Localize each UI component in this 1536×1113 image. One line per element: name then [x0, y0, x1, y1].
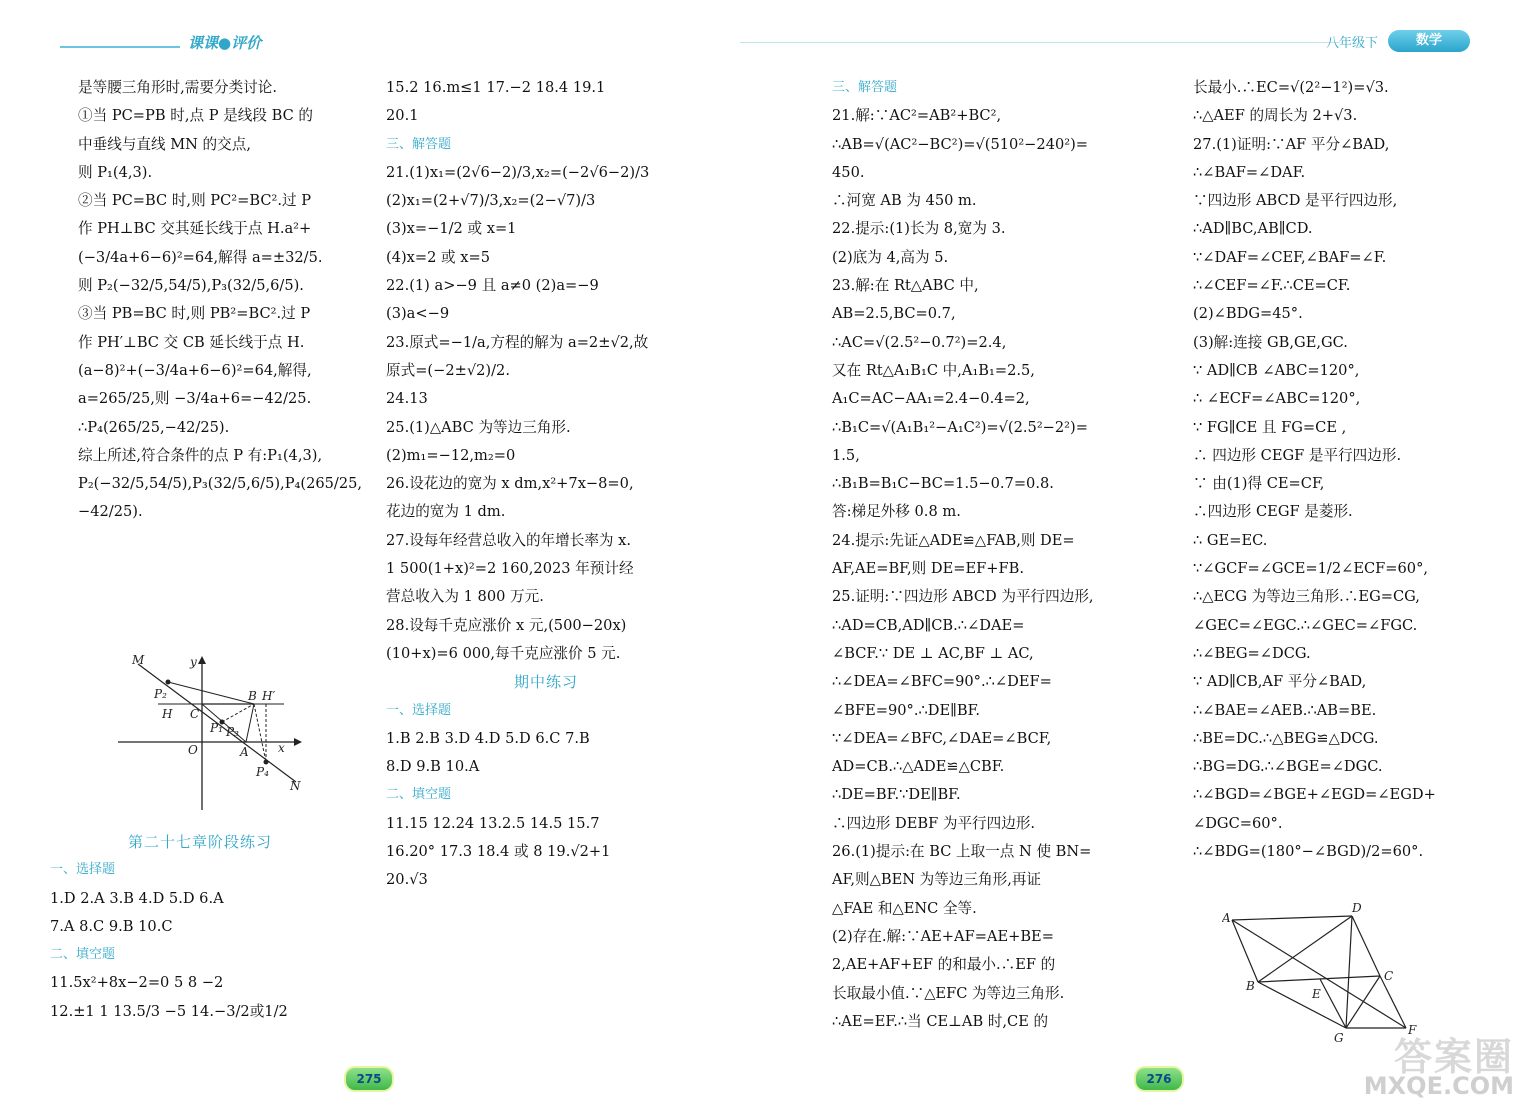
- answer-line: ∠BCF.∵ DE ⊥ AC,BF ⊥ AC,: [832, 644, 1034, 662]
- answer-line: ∴B₁C=√(A₁B₁²−A₁C²)=√(2.5²−2²)=: [832, 418, 1088, 436]
- answer-line: ∵∠GCF=∠GCE=1/2∠ECF=60°,: [1193, 560, 1429, 578]
- answer-line: ∴ 四边形 CEGF 是平行四边形.: [1193, 446, 1402, 464]
- label-x: x: [278, 741, 285, 755]
- answer-line: ∴河宽 AB 为 450 m.: [832, 192, 977, 210]
- point-p2: [166, 680, 171, 685]
- answer-line: 是等腰三角形时,需要分类讨论.: [78, 79, 277, 96]
- label-p2: P₂: [154, 687, 167, 701]
- answer-line: ∴∠BGD=∠BGE+∠EGD=∠EGD+: [1193, 786, 1436, 804]
- answer-line: 花边的宽为 1 dm.: [386, 503, 506, 521]
- label-a: A: [240, 745, 249, 759]
- answer-line: 25.证明:∵四边形 ABCD 为平行四边形,: [832, 588, 1094, 606]
- right-column-1: [832, 74, 1144, 1036]
- point-p4: [264, 760, 269, 765]
- answer-line: 26.(1)提示:在 BC 上取一点 N 使 BN=: [832, 843, 1092, 861]
- answer-line: 11.5x²+8x−2=0 5 8 −2: [50, 974, 224, 992]
- answer-line: ∠GEC=∠EGC.∴∠GEC=∠FGC.: [1193, 616, 1418, 634]
- answer-line: AF,则△BEN 为等边三角形,再证: [832, 871, 1042, 889]
- section-heading: 二、填空题: [50, 947, 116, 963]
- answer-line: −42/25).: [78, 503, 143, 521]
- answer-line: 27.(1)证明:∵AF 平分∠BAD,: [1193, 135, 1390, 153]
- answer-line: ∠DGC=60°.: [1193, 814, 1283, 832]
- answer-line: 综上所述,符合条件的点 P 有:P₁(4,3),: [78, 446, 323, 464]
- answer-line: 长最小.∴EC=√(2²−1²)=√3.: [1193, 79, 1389, 96]
- chapter-heading: 期中练习: [513, 673, 578, 692]
- answer-line: (10+x)=6 000,每千克应涨价 5 元.: [386, 644, 621, 662]
- answer-line: (2)x₁=(2+√7)/3,x₂=(2−√7)/3: [386, 192, 596, 210]
- section-heading: 一、选择题: [50, 862, 116, 878]
- watermark: [1354, 1026, 1514, 1106]
- seg-gd: [1346, 916, 1352, 1028]
- answer-line: 8.D 9.B 10.A: [386, 758, 480, 776]
- left-column-1-bottom: [50, 828, 370, 1026]
- header-left: [60, 30, 290, 56]
- label-y: y: [190, 655, 197, 669]
- label-b2: B: [1246, 979, 1255, 993]
- answer-line: ∴AD=CB,AD∥CB.∴∠DAE=: [832, 616, 1025, 634]
- edge-ab: [1232, 920, 1258, 982]
- answer-line: ∴AD∥BC,AB∥CD.: [1193, 220, 1313, 238]
- answer-line: (3)x=−1/2 或 x=1: [386, 220, 517, 238]
- answer-line: 20.√3: [386, 871, 428, 889]
- grade-label: 八年级下: [1325, 36, 1378, 51]
- answer-line: 1 500(1+x)²=2 160,2023 年预计经: [386, 560, 634, 578]
- section-heading: 三、解答题: [386, 136, 452, 152]
- answer-line: ∴B₁B=B₁C−BC=1.5−0.7=0.8.: [832, 475, 1054, 493]
- answer-line: 营总收入为 1 800 万元.: [386, 588, 544, 606]
- label-p1: P₁: [210, 721, 223, 735]
- answer-line: (a−8)²+(−3/4a+6−6)²=64,解得,: [78, 361, 312, 379]
- watermark-logo: 答案圈: [1393, 1035, 1514, 1079]
- answer-line: ②当 PC=BC 时,则 PC²=BC².过 P: [78, 192, 312, 210]
- answer-line: 21.解:∵AC²=AB²+BC²,: [832, 107, 1002, 125]
- section-heading: 二、填空题: [386, 787, 452, 803]
- answer-line: 11.15 12.24 13.2.5 14.5 15.7: [386, 814, 600, 832]
- answer-line: ③当 PB=BC 时,则 PB²=BC².过 P: [78, 305, 311, 323]
- header-rule: [60, 46, 180, 48]
- y-axis-arrow: [198, 656, 206, 664]
- answer-line: a=265/25,则 −3/4a+6=−42/25.: [78, 390, 312, 408]
- segment-bp4: [254, 704, 266, 762]
- answer-line: ∵ FG∥CE 且 FG=CE ,: [1193, 418, 1347, 436]
- seg-bg: [1258, 982, 1346, 1028]
- answer-line: 22.提示:(1)长为 8,宽为 3.: [832, 220, 1006, 238]
- answer-line: 2,AE+AF+EF 的和最小.∴EF 的: [832, 956, 1056, 974]
- answer-line: ∵四边形 ABCD 是平行四边形,: [1193, 192, 1398, 210]
- answer-line: 20.1: [386, 107, 419, 125]
- segment-ba: [246, 704, 254, 742]
- answer-line: ∴∠BEG=∠DCG.: [1193, 644, 1311, 662]
- answer-line: ∴BG=DG.∴∠BGE=∠DGC.: [1193, 758, 1383, 776]
- label-c2: C: [1384, 969, 1394, 983]
- answer-line: ∴BE=DC.∴△BEG≌△DCG.: [1193, 729, 1379, 747]
- edge-bc: [1258, 976, 1380, 982]
- answer-line: 27.设每年经营总收入的年增长率为 x.: [386, 531, 632, 549]
- header-rule-right: [740, 42, 1340, 43]
- answer-line: 450.: [832, 163, 865, 181]
- coordinate-figure: [118, 652, 318, 812]
- label-g: G: [1334, 1031, 1344, 1045]
- answer-line: (2)底为 4,高为 5.: [832, 248, 949, 266]
- label-e: E: [1312, 987, 1321, 1001]
- watermark-url: MXQE.COM: [1363, 1072, 1514, 1100]
- section-heading: 一、选择题: [386, 702, 452, 718]
- answer-line: ∴∠BAF=∠DAF.: [1193, 163, 1306, 181]
- answer-line: 26.设花边的宽为 x dm,x²+7x−8=0,: [386, 475, 634, 493]
- brand-title: 课课●评价: [188, 34, 262, 52]
- answer-line: 22.(1) a>−9 且 a≠0 (2)a=−9: [386, 277, 599, 295]
- answer-line: ∴∠BAE=∠AEB.∴AB=BE.: [1193, 701, 1377, 719]
- subject-badge: 数学: [1388, 30, 1470, 52]
- chapter-title: 第二十七章阶段练习: [127, 833, 272, 851]
- answer-line: ∴AB=√(AC²−BC²)=√(510²−240²)=: [832, 135, 1089, 153]
- answer-line: ∵∠DAF=∠CEF,∠BAF=∠F.: [1193, 248, 1387, 266]
- left-column-1: [78, 74, 363, 527]
- answer-line: 21.(1)x₁=(2√6−2)/3,x₂=(−2√6−2)/3: [386, 163, 650, 181]
- answer-line: (4)x=2 或 x=5: [386, 248, 491, 266]
- answer-line: 23.解:在 Rt△ABC 中,: [832, 277, 979, 295]
- x-axis-arrow: [294, 738, 302, 746]
- answer-line: ∴△AEF 的周长为 2+√3.: [1193, 107, 1358, 125]
- page-number-left: 275: [344, 1066, 394, 1092]
- answer-line: (−3/4a+6−6)²=64,解得 a=±32/5.: [78, 248, 323, 266]
- label-p3: P₃: [226, 725, 239, 739]
- answer-line: 25.(1)△ABC 为等边三角形.: [386, 418, 571, 436]
- label-a2: A: [1222, 911, 1231, 925]
- right-page: [768, 0, 1536, 1113]
- answer-line: ∴ GE=EC.: [1193, 531, 1268, 549]
- segment-p2b: [168, 682, 254, 704]
- answer-line: 15.2 16.m≤1 17.−2 18.4 19.1: [386, 79, 606, 96]
- answer-line: 1.B 2.B 3.D 4.D 5.D 6.C 7.B: [386, 729, 590, 747]
- answer-line: AF,AE=BF,则 DE=EF+FB.: [832, 560, 1024, 578]
- answer-line: ∵ 由(1)得 CE=CF,: [1193, 475, 1325, 493]
- answer-line: △FAE 和△ENC 全等.: [832, 899, 977, 917]
- answer-line: 长取最小值.∵△EFC 为等边三角形.: [832, 984, 1065, 1002]
- edge-ad: [1232, 916, 1352, 920]
- answer-line: ∴∠BDG=(180°−∠BGD)/2=60°.: [1193, 843, 1424, 861]
- answer-line: 原式=(−2±√2)/2.: [386, 361, 510, 379]
- answer-line: ∴四边形 DEBF 为平行四边形.: [832, 814, 1036, 832]
- answer-line: 16.20° 17.3 18.4 或 8 19.√2+1: [386, 843, 611, 861]
- answer-line: (2)m₁=−12,m₂=0: [386, 446, 516, 464]
- answer-line: 又在 Rt△A₁B₁C 中,A₁B₁=2.5,: [832, 361, 1035, 379]
- line-af: [1232, 920, 1406, 1028]
- left-column-1-answers: [50, 856, 370, 1026]
- answer-line: ∴∠CEF=∠F.∴CE=CF.: [1193, 277, 1351, 295]
- label-h-prime: H′: [262, 689, 276, 703]
- segment-p3b: [222, 704, 254, 722]
- label-n: N: [290, 779, 301, 793]
- answer-line: ∵∠DEA=∠BFC,∠DAE=∠BCF,: [832, 729, 1052, 747]
- answer-line: ∴∠DEA=∠BFC=90°.∴∠DEF=: [832, 673, 1052, 691]
- answer-line: AD=CB.∴△ADE≌△CBF.: [832, 758, 1005, 776]
- answer-line: ∴AC=√(2.5²−0.7²)=2.4,: [832, 333, 1007, 351]
- label-f: F: [1408, 1023, 1417, 1037]
- answer-line: 1.D 2.A 3.B 4.D 5.D 6.A: [50, 889, 224, 907]
- answer-line: 作 PH⊥BC 交其延长线于点 H.a²+: [78, 220, 312, 238]
- right-column-2: [1193, 74, 1493, 866]
- label-o: O: [188, 743, 198, 757]
- label-m: M: [132, 653, 145, 667]
- answer-line: AB=2.5,BC=0.7,: [832, 305, 956, 323]
- label-h: H: [162, 707, 173, 721]
- answer-line: (2)∠BDG=45°.: [1193, 305, 1303, 323]
- answer-line: ∵ AD∥CB ∠ABC=120°,: [1193, 361, 1360, 379]
- edge-dc: [1352, 916, 1380, 976]
- label-b: B: [248, 689, 257, 703]
- parallelogram-figure: [1222, 900, 1422, 1045]
- answer-line: 12.±1 1 13.5/3 −5 14.−3/2或1/2: [50, 1002, 288, 1020]
- answer-line: (3)a<−9: [386, 305, 450, 323]
- answer-line: 23.原式=−1/a,方程的解为 a=2±√2,故: [386, 333, 649, 351]
- seg-gc: [1346, 976, 1380, 1028]
- answer-line: 24.提示:先证△ADE≌△FAB,则 DE=: [832, 531, 1075, 549]
- answer-line: ∵ AD∥CB,AF 平分∠BAD,: [1193, 673, 1367, 691]
- answer-line: 答:梯足外移 0.8 m.: [832, 503, 961, 521]
- label-p4: P₄: [256, 765, 269, 779]
- answer-line: 中垂线与直线 MN 的交点,: [78, 135, 251, 153]
- answer-line: ∴DE=BF.∵DE∥BF.: [832, 786, 961, 804]
- diag-bd: [1258, 916, 1352, 982]
- answer-line: 1.5,: [832, 446, 860, 464]
- answer-line: 则 P₁(4,3).: [78, 163, 153, 181]
- answer-line: ∠BFE=90°.∴DE∥BF.: [832, 701, 981, 719]
- answer-line: ∴ ∠ECF=∠ABC=120°,: [1193, 390, 1361, 408]
- answer-line: (3)解:连接 GB,GE,GC.: [1193, 333, 1348, 351]
- answer-line: ∴P₄(265/25,−42/25).: [78, 418, 230, 436]
- answer-line: (2)存在.解:∵AE+AF=AE+BE=: [832, 927, 1054, 945]
- page-number-right: 276: [1134, 1066, 1184, 1092]
- answer-line: P₂(−32/5,54/5),P₃(32/5,6/5),P₄(265/25,: [78, 475, 363, 493]
- answer-line: ①当 PC=PB 时,点 P 是线段 BC 的: [78, 107, 313, 125]
- answer-line: 28.设每千克应涨价 x 元,(500−20x): [386, 616, 627, 634]
- section-heading: 三、解答题: [832, 80, 898, 95]
- answer-line: ∴△ECG 为等边三角形.∴EG=CG,: [1193, 588, 1420, 606]
- answer-line: 7.A 8.C 9.B 10.C: [50, 917, 173, 935]
- answer-line: 则 P₂(−32/5,54/5),P₃(32/5,6/5).: [78, 277, 304, 295]
- answer-line: 作 PH′⊥BC 交 CB 延长线于点 H.: [78, 333, 305, 351]
- answer-line: ∴AE=EF.∴当 CE⊥AB 时,CE 的: [832, 1012, 1049, 1030]
- label-c: C: [190, 707, 200, 721]
- answer-line: ∴四边形 CEGF 是菱形.: [1193, 503, 1353, 521]
- left-column-2: [386, 74, 706, 895]
- answer-line: 24.13: [386, 390, 428, 408]
- answer-line: A₁C=AC−AA₁=2.4−0.4=2,: [832, 390, 1030, 408]
- label-d: D: [1352, 901, 1362, 915]
